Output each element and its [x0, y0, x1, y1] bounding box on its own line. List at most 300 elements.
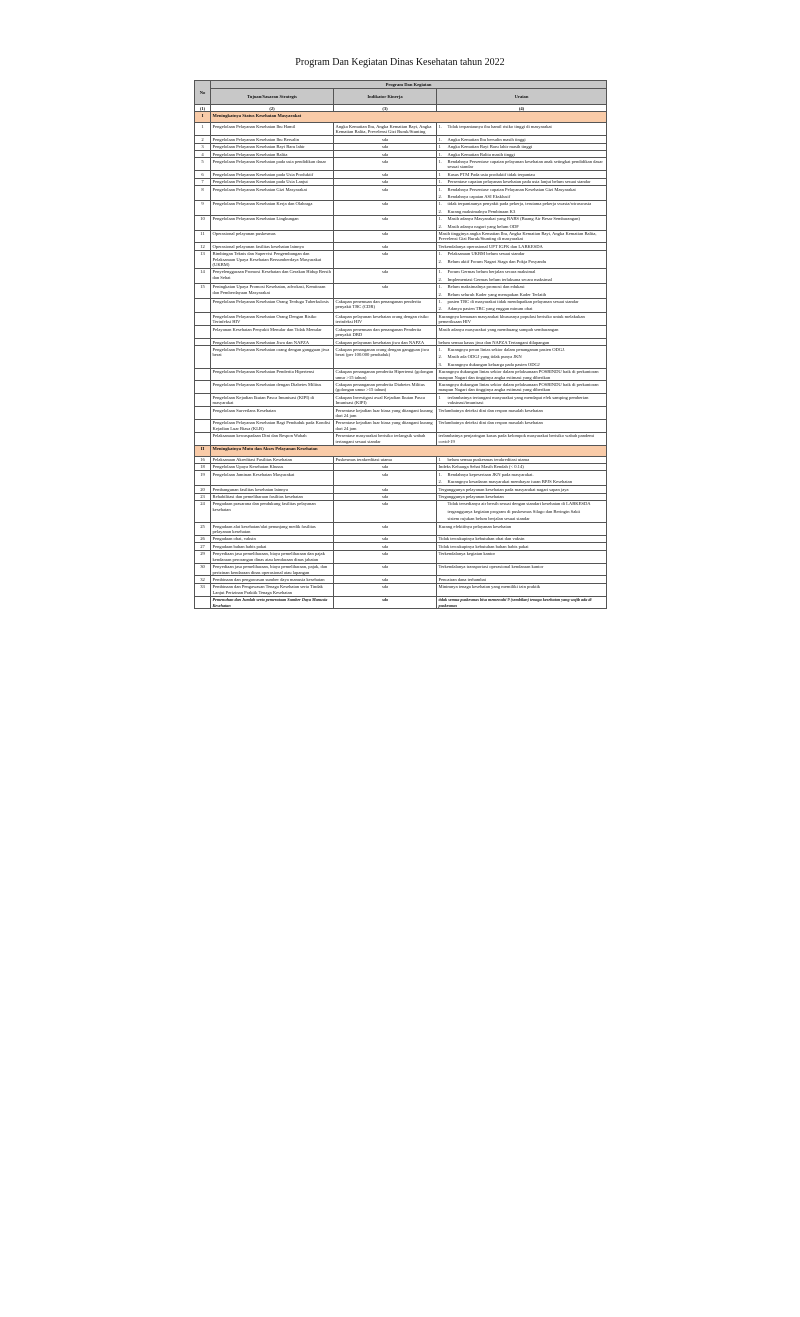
tujuan-cell: Pengelolaan Pelayanan Kesehatan Jiwa dan NAPZA [211, 339, 334, 346]
tujuan-cell: Pengadaan bahan habis pakai [211, 543, 334, 550]
uraian-item [439, 584, 605, 589]
uraian-item-text: Implementasi Germas belum terlaksana secara maksimal [447, 276, 552, 282]
uraian-item-text: Masih tingginya angka Kematian Ibu, Angka Kematian Bayi, Angka Kematian Balita, Prevelensi Gizi Buruk/Stunting di masyarakat [438, 231, 597, 242]
header-no: No [195, 81, 211, 105]
uraian-item-text: Kurangnya dukungan lintas sektor dalam pelaksanaan POSBINDU baik di perkantoran maupun Nagari dan tingginya angka estimasi yang diberikan [438, 369, 599, 380]
tujuan-cell: Peningkatan Upaya Promosi Kesehatan, advokasi, Kemitraan dan Pemberdayaan Masyarakat [211, 283, 334, 298]
table-row [195, 230, 607, 243]
row-number: 29 [195, 550, 211, 563]
row-number [195, 368, 211, 381]
indikator-cell: sda [334, 200, 437, 215]
indikator-cell: Persentase kejadian luar biasa yang ditangani kurang dari 24 jam [334, 419, 437, 432]
table-row [195, 407, 607, 420]
row-number: 10 [195, 215, 211, 230]
uraian-item-number: 1. [438, 284, 442, 290]
uraian-item-text: Masih ada ODGJ yang tidak punya JKN [447, 354, 522, 360]
row-number: 20 [195, 486, 211, 493]
uraian-item-number: 1 [438, 144, 441, 150]
uraian-list [439, 201, 605, 214]
uraian-item [439, 269, 605, 274]
uraian-item-text: Pencairan dana terhambat [438, 576, 486, 582]
uraian-list [439, 408, 605, 413]
uraian-item-text: Terganggunya pelayanan kesehatan [438, 494, 504, 500]
table-row [195, 523, 607, 536]
row-number: 14 [195, 268, 211, 283]
indikator-cell: sda [334, 463, 437, 470]
tujuan-cell: Pengelolaan Pelayanan Kesehatan orang dengan gangguan jiwa berat [211, 346, 334, 368]
table-row [195, 250, 607, 268]
uraian-cell [437, 523, 607, 536]
uraian-item-text: Kurangnya peran lintas sektor dalam penanganan pasien ODGJ. [447, 346, 566, 352]
row-number: 3 [195, 143, 211, 150]
section-row [195, 112, 607, 123]
uraian-cell [437, 230, 607, 243]
row-number: 13 [195, 250, 211, 268]
uraian-item-number: 2. [438, 208, 442, 214]
indikator-cell: sda [334, 171, 437, 178]
tujuan-cell: Pengelolaan Surveilans Kesehatan [211, 407, 334, 420]
uraian-item-text: Tidak tersedianya air bersih sesuai dengan standart kesehatan di LABKESDA [447, 501, 591, 507]
uraian-item-text: Rendahnya Persentase capaian pelayanan kesehatan anak setingkat pendidikan dasar sesuai standar [447, 158, 603, 170]
indikator-cell: sda [334, 563, 437, 576]
table-row [195, 268, 607, 283]
table-row [195, 283, 607, 298]
section-title: Meningkatnya Mutu dan Akses Pelayanan Kesehatan [211, 445, 607, 456]
uraian-item-text: Terlambatnya deteksi dini dan respon masalah kesehatan [438, 420, 543, 426]
table-row [195, 500, 607, 522]
header-indikator: Indikator Kinerja [334, 89, 437, 105]
uraian-cell [437, 178, 607, 185]
uraian-item-text: Kurang efektifnya pelayanan kesehatan [438, 523, 512, 529]
table-row [195, 178, 607, 185]
uraian-cell [437, 339, 607, 346]
tujuan-cell: Pengelolaan Pelayanan Kesehatan Lingkungan [211, 215, 334, 230]
uraian-item-text: Belum aktif Forum Nagari Siaga dan Pokja Posyandu [447, 258, 547, 264]
uraian-item-text: Indeks Keluarga Sehat Masih Rendah (< 0.14) [438, 464, 524, 470]
uraian-list [439, 494, 605, 499]
uraian-cell [437, 171, 607, 178]
tujuan-cell: Pembangunan fasilitas kesehatan lainnya [211, 486, 334, 493]
row-number: 26 [195, 535, 211, 542]
uraian-list [439, 472, 605, 485]
row-number: 18 [195, 463, 211, 470]
uraian-item-text: Masih adanya masyarakat yang membuang sampah sembarangan [438, 326, 559, 332]
uraian-list [439, 584, 605, 589]
row-number [195, 394, 211, 407]
uraian-item-text: Pelaksanaan UKBM belum sesuai standar [447, 251, 525, 257]
uraian-item-text: Rendahnya kepesertaan JKN pada masyarakat. [447, 471, 534, 477]
uraian-item [439, 347, 605, 352]
uraian-item [439, 354, 605, 359]
table-row [195, 381, 607, 394]
uraian-item-number: 1. [438, 123, 442, 129]
indikator-cell: sda [334, 523, 437, 536]
indikator-cell: sda [334, 186, 437, 201]
uraian-item [439, 408, 605, 413]
tujuan-cell: Pengelolaan Pelayanan Kesehatan Orang Terduga Tuberkulosis [211, 298, 334, 313]
table-row [195, 493, 607, 500]
uraian-item-number: 1. [438, 346, 442, 352]
uraian-item-text: Minimnya tenaga kesehatan yang memiliki izin praktik [438, 584, 541, 590]
table-row [195, 550, 607, 563]
uraian-cell [437, 136, 607, 143]
uraian-item-text: Adanya pasien TBC yang enggan minum obat [447, 306, 533, 312]
table-row [195, 394, 607, 407]
uraian-cell [437, 419, 607, 432]
tujuan-cell: Pengelolaan Upaya Kesehatan Khusus [211, 463, 334, 470]
table-row [195, 298, 607, 313]
tujuan-cell: Bimbingan Teknis dan Supervisi Pengembangan dan Pelaksanaan Upaya Kesehatan Bersumberdaya Masyarakat (UKBM) [211, 250, 334, 268]
uraian-item-text: Belum seluruh Kader yang merupakan Kader Terlatih [447, 291, 547, 297]
indikator-cell: sda [334, 493, 437, 500]
row-number: 7 [195, 178, 211, 185]
uraian-cell [437, 215, 607, 230]
row-number: 24 [195, 500, 211, 522]
table-row [195, 432, 607, 445]
uraian-item [439, 577, 605, 582]
uraian-item [439, 194, 605, 199]
uraian-item [439, 362, 605, 367]
uraian-list [439, 597, 605, 608]
uraian-cell [437, 596, 607, 609]
uraian-list [439, 420, 605, 425]
row-number: 25 [195, 523, 211, 536]
uraian-item [439, 251, 605, 256]
tujuan-cell: Pembinaan dan Pengawasan Tenaga Kesehatan serta Tindak Lanjut Perizinan Praktik Tenaga Kesehatan [211, 583, 334, 596]
uraian-list [439, 179, 605, 184]
uraian-item [439, 224, 605, 229]
uraian-item-number: 1. [438, 299, 442, 305]
row-number: 11 [195, 230, 211, 243]
uraian-list [439, 152, 605, 157]
row-number: 12 [195, 243, 211, 250]
uraian-item-text: Kasus PTM Pada usia produktif tidak terpantau [447, 171, 535, 177]
tujuan-cell: Pengelolaan Pelayanan Kesehatan Ibu Hamil [211, 123, 334, 136]
indikator-cell: sda [334, 268, 437, 283]
table-row [195, 596, 607, 609]
uraian-cell [437, 326, 607, 339]
uraian-item-text: terganggunya kegiatan program di puskesmas Silago dan Beringin Sakti [447, 508, 581, 514]
column-number: (1) [195, 105, 211, 112]
tujuan-cell: Pemenuhan dan Jumlah serta pemerataan Sumber Daya Manusia Kesehatan [211, 596, 334, 609]
table-row [195, 339, 607, 346]
uraian-cell [437, 381, 607, 394]
tujuan-cell: Pengelolaan Pelayanan Kesehatan pada Usia Lanjut [211, 178, 334, 185]
row-number: 15 [195, 283, 211, 298]
tujuan-cell: Pengelolaan Pelayanan Kesehatan Kerja dan Olahraga [211, 200, 334, 215]
uraian-list [439, 577, 605, 582]
tujuan-cell: Pengadaan prasarana dan pendukung fasilitas pelayanan kesehatan [211, 500, 334, 522]
indikator-cell: sda [334, 596, 437, 609]
uraian-item [439, 564, 605, 569]
indikator-cell: sda [334, 151, 437, 158]
uraian-cell [437, 456, 607, 463]
uraian-item [439, 544, 605, 549]
uraian-item [439, 259, 605, 264]
uraian-item-text: Angka Kematian Balita masih tinggi [447, 151, 515, 157]
tujuan-cell: Pengelolaan Pelayanan Kesehatan Penderita Hipertensi [211, 368, 334, 381]
uraian-item [439, 433, 605, 444]
indikator-cell: sda [334, 535, 437, 542]
tujuan-cell: Pembinaan dan pengawasan sumber daya manusia kesehatan [211, 576, 334, 583]
row-number: 19 [195, 471, 211, 486]
uraian-item-text: terlambatnya tertangani masyarakat yang mendapat efek samping pemberian vaksinasi/imunisasi [447, 394, 589, 406]
uraian-item-text: Tidak tercukupinya kebutuhan bahan habis pakai [438, 543, 529, 549]
uraian-cell [437, 368, 607, 381]
uraian-list [439, 216, 605, 229]
uraian-item-number: 1 [438, 394, 441, 400]
uraian-cell [437, 543, 607, 550]
page-title: Program Dan Kegiatan Dinas Kesehatan tahun 2022 [295, 57, 505, 68]
table-row [195, 151, 607, 158]
table-row [195, 171, 607, 178]
uraian-item-text: belum semua puskesmas terakreditasi utama [447, 457, 530, 462]
tujuan-cell: Pengelolaan Pelayanan Kesehatan pada Usia Produktif [211, 171, 334, 178]
indikator-cell: Cakupan penanganan orang dengan gangguan jiwa berat (per 100.000 penduduk) [334, 346, 437, 368]
uraian-list [439, 299, 605, 312]
table-row [195, 463, 607, 470]
indikator-cell: sda [334, 471, 437, 486]
uraian-cell [437, 123, 607, 136]
uraian-list [439, 172, 605, 177]
uraian-item-text: Masih adanya Masyarakat yang BABS (Buang Air Besar Sembarangan) [447, 216, 580, 222]
uraian-item-text: Terkendalanya operasional UPT IGFK dan LABKESDA [438, 243, 543, 249]
column-number: (3) [334, 105, 437, 112]
uraian-item-number: 1 [438, 171, 441, 177]
table-row [195, 326, 607, 339]
uraian-item-text: Angka Kematian Bayi Baru lahir masih tinggi [447, 144, 533, 150]
uraian-cell [437, 243, 607, 250]
indikator-cell: Cakupan penanganan penderita Hipertensi (golongan umur >15 tahun) [334, 368, 437, 381]
row-number [195, 381, 211, 394]
uraian-item-number: 2. [438, 258, 442, 264]
uraian-item [439, 187, 605, 192]
header-uraian: Uraian [437, 89, 607, 105]
uraian-item [439, 152, 605, 157]
table-row [195, 471, 607, 486]
header-program-kegiatan: Program Dan Kegiatan [211, 81, 607, 89]
uraian-item [439, 172, 605, 177]
uraian-cell [437, 268, 607, 283]
tujuan-cell: Penyediaan jasa pemeliharaan, biaya pemeliharaan, pajak, dan perizinan kendaraan dinas operasional atau lapangan [211, 563, 334, 576]
uraian-item-number: 2. [438, 479, 442, 485]
uraian-cell [437, 394, 607, 407]
row-number [195, 419, 211, 432]
tujuan-cell: Operasional pelayanan fasilitas kesehatan lainnya [211, 243, 334, 250]
uraian-item-text: sistem rujukan belum berjalan sesuai standar [447, 516, 530, 522]
tujuan-cell: Pengelolaan Pelayanan Kesehatan Ibu Bersalin [211, 136, 334, 143]
tujuan-cell: Pelaksanaan Akreditasi Fasilitas Kesehatan [211, 456, 334, 463]
row-number [195, 313, 211, 326]
uraian-list [439, 464, 605, 469]
uraian-cell [437, 471, 607, 486]
table-row [195, 215, 607, 230]
tujuan-cell: Pengelolaan Pelayanan Kesehatan Bagi Penduduk pada Kondisi Kejadian Luar Biasa (KLB) [211, 419, 334, 432]
tujuan-cell: Pengelolaan Pelayanan Kesehatan Balita [211, 151, 334, 158]
uraian-list [439, 564, 605, 569]
table-row [195, 346, 607, 368]
uraian-item-text: Kurangnya kesadaran masyarakat membayar iuran BPJS Kesehatan [447, 479, 572, 485]
uraian-cell [437, 407, 607, 420]
tujuan-cell: Pengelolaan Kejadian Ikutan Pasca Imunisasi (KIPI) di masyarakat [211, 394, 334, 407]
uraian-list [439, 347, 605, 367]
uraian-list [439, 269, 605, 282]
uraian-item [439, 597, 605, 608]
row-number: 9 [195, 200, 211, 215]
uraian-item-text: tidak semua puskesmas bisa memenuhi 9 (sembilan) tenaga kesehatan yang wajib ada di puskesmas [438, 597, 592, 608]
indikator-cell: sda [334, 576, 437, 583]
uraian-list [439, 231, 605, 242]
indikator-cell: sda [334, 543, 437, 550]
uraian-list [439, 159, 605, 170]
uraian-item-text: Kurangnya kemauan masyarakat khususnya populasi berisiko untuk melakukan pemeriksaan HIV [438, 313, 585, 325]
indikator-cell: Angka Kematian Ibu, Angka Kematian Bayi, Angka Kematian Balita, Prevelensi Gizi Buruk/Stunting [334, 123, 437, 136]
tujuan-cell: Pengadaan obat, vaksin [211, 535, 334, 542]
uraian-list [439, 314, 605, 325]
uraian-item-number: 1. [438, 158, 442, 164]
uraian-item [439, 299, 605, 304]
uraian-item-text: Angka Kematian Ibu bersalin masih tinggi [447, 136, 526, 142]
uraian-item-text: Rendahnya Persentase capaian Pelayanan Kesehatan Gizi Masyarakat [447, 186, 576, 192]
indikator-cell: sda [334, 136, 437, 143]
row-number [195, 346, 211, 368]
tujuan-cell: Pelayanan Kesehatan Penyakit Menular dan Tidak Menular [211, 326, 334, 339]
row-number: 33 [195, 583, 211, 596]
table-row [195, 576, 607, 583]
uraian-item-number: 2. [438, 354, 442, 360]
program-table [194, 80, 607, 609]
uraian-item-number: 2. [438, 223, 442, 229]
uraian-item-number: 1. [438, 151, 442, 157]
uraian-item-text: Masih adanya nagari yang belum ODF [447, 223, 519, 229]
table-row [195, 136, 607, 143]
uraian-item-text: Terkendalanya kegiatan kantor [438, 551, 496, 557]
uraian-item [439, 551, 605, 556]
indikator-cell: sda [334, 230, 437, 243]
uraian-item-text: Kurangnya dukungan keluarga pada pasien ODGJ [447, 361, 540, 367]
uraian-list [439, 137, 605, 142]
uraian-item-text: Persentase capaian pelayanan kesehatan pada usia lanjut belum sesuai standar [447, 179, 591, 185]
row-number: 6 [195, 171, 211, 178]
indikator-cell: sda [334, 178, 437, 185]
uraian-cell [437, 283, 607, 298]
table-row [195, 486, 607, 493]
uraian-item-number: 2. [438, 276, 442, 282]
row-number: 8 [195, 186, 211, 201]
uraian-item [439, 124, 605, 129]
indikator-cell: sda [334, 486, 437, 493]
uraian-cell [437, 250, 607, 268]
indikator-cell: Cakupan pelayanan kesehatan orang dengan risiko terinfeksi HIV [334, 313, 437, 326]
uraian-list [439, 327, 605, 332]
uraian-item [439, 487, 605, 492]
uraian-item [439, 464, 605, 469]
uraian-cell [437, 432, 607, 445]
table-row [195, 368, 607, 381]
uraian-list [439, 382, 605, 393]
row-number: 30 [195, 563, 211, 576]
uraian-item [439, 216, 605, 221]
uraian-list [439, 340, 605, 345]
uraian-item-number: 1. [438, 251, 442, 257]
indikator-cell: sda [334, 215, 437, 230]
row-number: 32 [195, 576, 211, 583]
uraian-item-number: 1. [438, 179, 442, 185]
uraian-item-text: Tidak terpantaunya ibu hamil risiko tinggi di masyarakat [447, 123, 552, 129]
uraian-item-text: Kurang maksimalnya Pembinaan K3 [447, 208, 516, 214]
tujuan-cell: Pengelolaan Pelayanan Kesehatan Gizi Masyarakat [211, 186, 334, 201]
table-row [195, 419, 607, 432]
row-number: 4 [195, 151, 211, 158]
uraian-list [439, 251, 605, 264]
section-number: I [195, 112, 211, 123]
uraian-list [439, 501, 605, 521]
uraian-item [439, 306, 605, 311]
uraian-item [439, 457, 605, 462]
section-title: Meningkatnya Status Kesehatan Masyarakat [211, 112, 607, 123]
uraian-item-number: 1. [438, 216, 442, 222]
indikator-cell: Cakupan penemuan dan penanganan penderita penyakit TBC (CDR) [334, 298, 437, 313]
uraian-item [439, 314, 605, 325]
row-number: 23 [195, 493, 211, 500]
indikator-cell: Cakupan pelayanan kesehatan jiwa dan NAPZA [334, 339, 437, 346]
uraian-cell [437, 186, 607, 201]
uraian-list [439, 544, 605, 549]
indikator-cell: sda [334, 500, 437, 522]
row-number: 27 [195, 543, 211, 550]
indikator-cell: Persentase kejadian luar biasa yang ditangani kurang dari 24 jam [334, 407, 437, 420]
tujuan-cell: Penyediaan jasa pemeliharaan, biaya pemeliharaan dan pajak kendaraan perorangan dinas atau kendaraan dinas jabatan [211, 550, 334, 563]
uraian-item-text: terlambatnya penjaringan kasus pada kelompok masyarakat berisiko wabah pandemi covid-19 [438, 433, 595, 444]
uraian-item-number: 2. [438, 306, 442, 312]
uraian-cell [437, 550, 607, 563]
uraian-cell [437, 151, 607, 158]
uraian-item-text: Terkendalanya transportasi operasional kendaraan kantor [438, 564, 544, 570]
tujuan-cell: Pelaksanaan kewaspadaan Dini dan Respon Wabah [211, 432, 334, 445]
uraian-item [439, 369, 605, 380]
uraian-cell [437, 463, 607, 470]
uraian-item [439, 472, 605, 477]
uraian-cell [437, 200, 607, 215]
uraian-cell [437, 500, 607, 522]
indikator-cell: sda [334, 243, 437, 250]
uraian-cell [437, 576, 607, 583]
uraian-item [439, 340, 605, 345]
uraian-list [439, 536, 605, 541]
tujuan-cell: Pengelolaan Pelayanan Kesehatan dengan Diabetes Militus [211, 381, 334, 394]
uraian-item-text: Terganggunya pelayanan kesehatan pada masyarakat nagari sapan jaya [438, 486, 569, 492]
uraian-item-text: belum semua kasus jiwa dan NAPZA Tertangani dilapangan [438, 339, 550, 345]
uraian-item [439, 231, 605, 242]
uraian-list [439, 124, 605, 129]
uraian-item [439, 284, 605, 289]
uraian-item [439, 277, 605, 282]
indikator-cell: sda [334, 158, 437, 171]
uraian-list [439, 487, 605, 492]
uraian-item-number: 1. [438, 471, 442, 477]
table-row [195, 543, 607, 550]
uraian-item [439, 179, 605, 184]
indikator-cell: Persentase masyarakat berisiko terlangsik wabah tertangani sesuai standar [334, 432, 437, 445]
row-number: 2 [195, 136, 211, 143]
tujuan-cell: Rehabilitasi dan pemeliharaan fasilitas kesehatan [211, 493, 334, 500]
tujuan-cell: Pengadaan alat kesehatan/alat penunjang medik fasilitas pelayanan kesehatan [211, 523, 334, 536]
row-number [195, 432, 211, 445]
uraian-item [439, 479, 605, 484]
uraian-item [439, 292, 605, 297]
uraian-item [439, 536, 605, 541]
table-row [195, 158, 607, 171]
